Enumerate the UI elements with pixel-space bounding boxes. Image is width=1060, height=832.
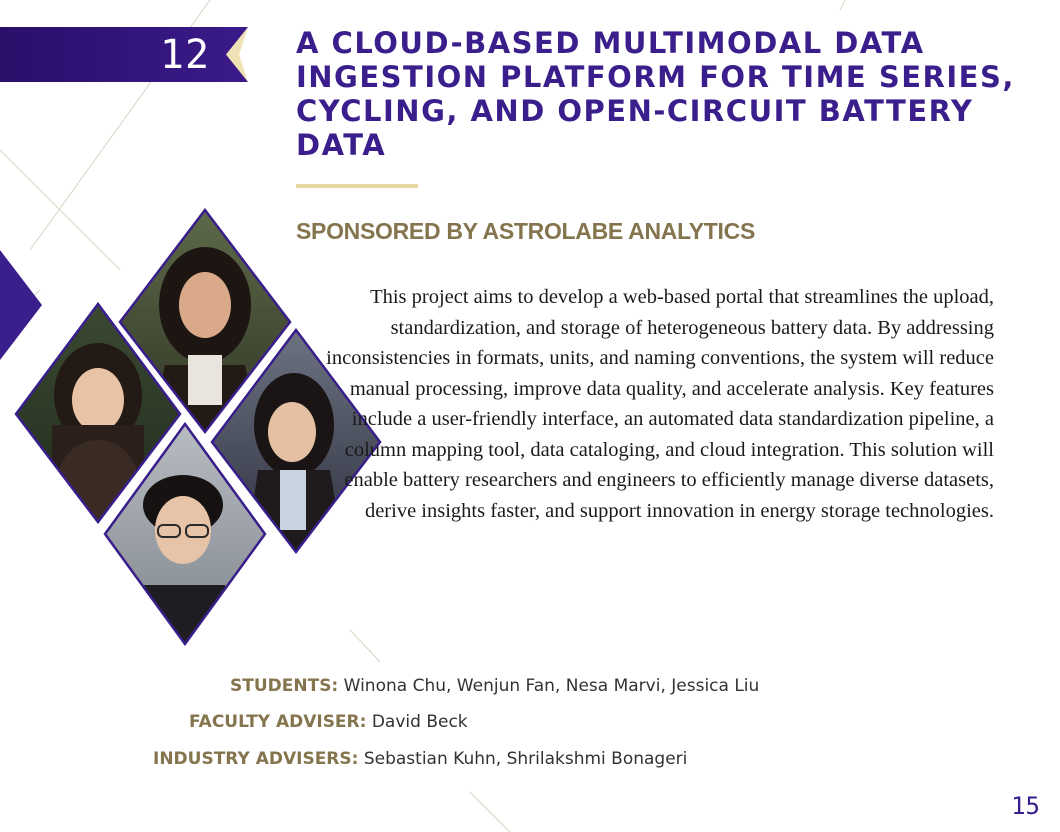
faculty-name: David Beck <box>371 712 468 732</box>
students-label: STUDENTS: <box>230 676 339 696</box>
project-number: 12 <box>159 32 211 78</box>
project-description: This project aims to develop a web-based portal that streamlines the upload, standardization, and storage of heterogeneous battery data. By addressing inconsistencies in formats, units, and naming conventions, the system will reduce manual processing, improve data quality, and accelerate analysis. Key features include a user-friendly interface, an automated data standardization pipeline, a column mapping tool, data cataloging, and cloud integration. This solution will enable battery researchers and engineers to efficiently manage diverse datasets, derive insights faster, and support innovation in energy storage technologies. <box>326 286 994 522</box>
students-line <box>230 675 759 697</box>
faculty-line <box>189 711 468 733</box>
faculty-label: FACULTY ADVISER: <box>189 712 367 732</box>
industry-label: INDUSTRY ADVISERS: <box>153 749 359 769</box>
project-title: A CLOUD-BASED MULTIMODAL DATA INGESTION PLATFORM FOR TIME SERIES, CYCLING, AND OPEN-CIRCUIT BATTERY DATA <box>296 26 1015 162</box>
page-number: 15 <box>1011 792 1040 820</box>
industry-names: Sebastian Kuhn, Shrilakshmi Bonageri <box>363 749 688 769</box>
industry-line <box>153 748 687 770</box>
sponsor-heading: SPONSORED BY ASTROLABE ANALYTICS <box>296 218 755 244</box>
students-names: Winona Chu, Wenjun Fan, Nesa Marvi, Jessica Liu <box>343 676 760 696</box>
